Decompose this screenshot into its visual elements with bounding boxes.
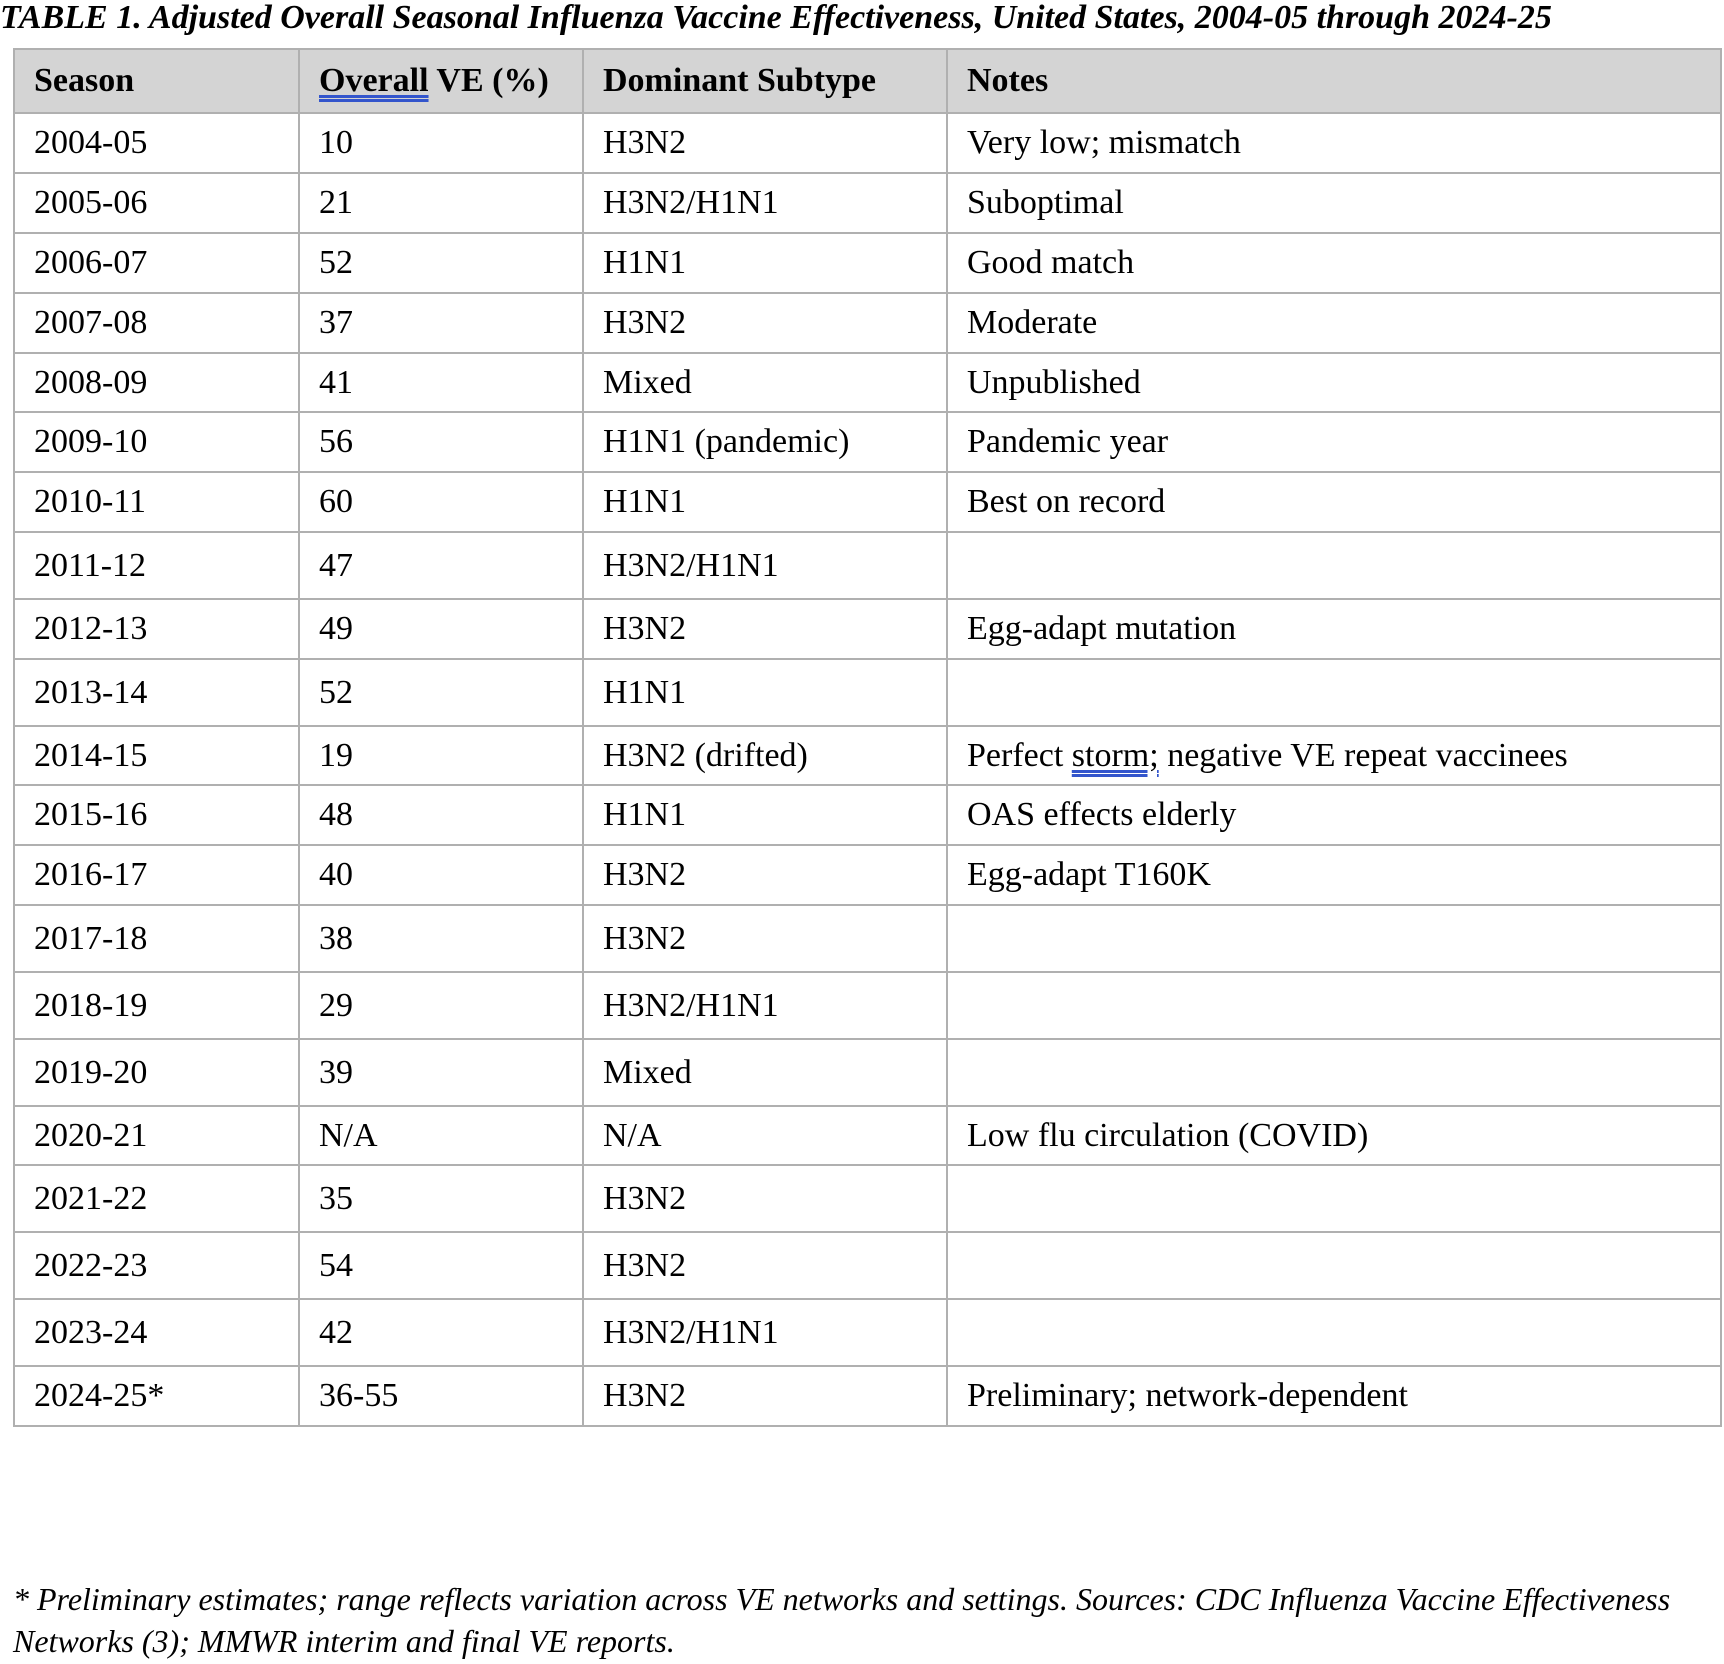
- cell-overall-ve: 42: [299, 1299, 583, 1366]
- cell-dominant-subtype: Mixed: [583, 353, 947, 412]
- cell-overall-ve: 35: [299, 1165, 583, 1232]
- notes-text: negative VE repeat vaccinees: [1158, 736, 1568, 774]
- cell-season: 2006-07: [14, 233, 299, 293]
- cell-dominant-subtype: H1N1: [583, 233, 947, 293]
- cell-season: 2022-23: [14, 1232, 299, 1299]
- table-row: [14, 845, 1721, 905]
- table-row: [14, 785, 1721, 845]
- table-row: [14, 412, 1721, 472]
- cell-overall-ve: 39: [299, 1039, 583, 1106]
- cell-notes: [947, 532, 1721, 599]
- cell-notes: [947, 1299, 1721, 1366]
- cell-overall-ve: 37: [299, 293, 583, 353]
- table-caption: TABLE 1. Adjusted Overall Seasonal Influenza Vaccine Effectiveness, United States, 2004-05 through 2024-25: [0, 0, 1552, 36]
- cell-season: 2019-20: [14, 1039, 299, 1106]
- cell-notes: [947, 1232, 1721, 1299]
- cell-overall-ve: 52: [299, 233, 583, 293]
- header-notes: Notes: [947, 49, 1721, 113]
- cell-dominant-subtype: H3N2: [583, 1232, 947, 1299]
- cell-overall-ve: N/A: [299, 1106, 583, 1165]
- notes-text: Perfect: [967, 736, 1072, 774]
- table-row: [14, 599, 1721, 659]
- cell-season: 2007-08: [14, 293, 299, 353]
- cell-notes: Egg-adapt T160K: [947, 845, 1721, 905]
- table-row: [14, 1366, 1721, 1426]
- cell-overall-ve: 60: [299, 472, 583, 532]
- table-row: [14, 113, 1721, 173]
- cell-season: 2009-10: [14, 412, 299, 472]
- cell-notes: Best on record: [947, 472, 1721, 532]
- table-row: [14, 173, 1721, 233]
- header-dominant-subtype: Dominant Subtype: [583, 49, 947, 113]
- cell-notes: Low flu circulation (COVID): [947, 1106, 1721, 1165]
- cell-season: 2013-14: [14, 659, 299, 726]
- header-overall-ve-rest: VE (%): [428, 62, 549, 99]
- cell-dominant-subtype: H3N2: [583, 1366, 947, 1426]
- header-overall-ve-underlined: Overall: [319, 62, 429, 99]
- table-row: [14, 293, 1721, 353]
- cell-dominant-subtype: H1N1: [583, 472, 947, 532]
- cell-overall-ve: 52: [299, 659, 583, 726]
- header-season: Season: [14, 49, 299, 113]
- cell-notes: [947, 905, 1721, 972]
- cell-overall-ve: 41: [299, 353, 583, 412]
- table-row: [14, 1039, 1721, 1106]
- cell-notes: [947, 972, 1721, 1039]
- cell-overall-ve: 21: [299, 173, 583, 233]
- table-body: [14, 113, 1721, 1426]
- cell-overall-ve: 54: [299, 1232, 583, 1299]
- cell-dominant-subtype: H3N2: [583, 599, 947, 659]
- cell-season: 2024-25*: [14, 1366, 299, 1426]
- cell-dominant-subtype: H3N2/H1N1: [583, 532, 947, 599]
- cell-notes: [947, 1039, 1721, 1106]
- cell-season: 2023-24: [14, 1299, 299, 1366]
- cell-dominant-subtype: H3N2/H1N1: [583, 972, 947, 1039]
- cell-dominant-subtype: H3N2 (drifted): [583, 726, 947, 785]
- table-row: [14, 233, 1721, 293]
- cell-dominant-subtype: H3N2: [583, 845, 947, 905]
- cell-notes: [947, 1165, 1721, 1232]
- cell-dominant-subtype: N/A: [583, 1106, 947, 1165]
- cell-notes: Egg-adapt mutation: [947, 599, 1721, 659]
- cell-notes: Moderate: [947, 293, 1721, 353]
- cell-notes: Unpublished: [947, 353, 1721, 412]
- cell-overall-ve: 40: [299, 845, 583, 905]
- footnote: * Preliminary estimates; range reflects variation across VE networks and settings. Sources: CDC Influenza Vaccine Effectiveness Networks (3); MMWR interim and final VE reports.: [13, 1581, 1671, 1659]
- cell-season: 2004-05: [14, 113, 299, 173]
- cell-dominant-subtype: H3N2: [583, 293, 947, 353]
- table-row: [14, 659, 1721, 726]
- cell-dominant-subtype: Mixed: [583, 1039, 947, 1106]
- table-row: [14, 532, 1721, 599]
- cell-season: 2017-18: [14, 905, 299, 972]
- cell-season: 2020-21: [14, 1106, 299, 1165]
- cell-overall-ve: 29: [299, 972, 583, 1039]
- notes-text-underlined: storm;: [1071, 736, 1159, 774]
- cell-notes: [947, 659, 1721, 726]
- cell-overall-ve: 47: [299, 532, 583, 599]
- cell-overall-ve: 56: [299, 412, 583, 472]
- cell-dominant-subtype: H1N1: [583, 785, 947, 845]
- cell-overall-ve: 48: [299, 785, 583, 845]
- table-row: [14, 353, 1721, 412]
- header-overall-ve: [299, 49, 583, 113]
- cell-notes: Suboptimal: [947, 173, 1721, 233]
- cell-dominant-subtype: H1N1: [583, 659, 947, 726]
- cell-dominant-subtype: H3N2: [583, 1165, 947, 1232]
- cell-dominant-subtype: H3N2/H1N1: [583, 1299, 947, 1366]
- cell-notes: OAS effects elderly: [947, 785, 1721, 845]
- cell-season: 2012-13: [14, 599, 299, 659]
- table-row: [14, 905, 1721, 972]
- cell-season: 2011-12: [14, 532, 299, 599]
- cell-overall-ve: 10: [299, 113, 583, 173]
- table-header-row: [14, 49, 1721, 113]
- cell-season: 2015-16: [14, 785, 299, 845]
- cell-season: 2021-22: [14, 1165, 299, 1232]
- cell-dominant-subtype: H3N2: [583, 113, 947, 173]
- cell-notes: Preliminary; network-dependent: [947, 1366, 1721, 1426]
- cell-overall-ve: 38: [299, 905, 583, 972]
- table-row: [14, 472, 1721, 532]
- cell-season: 2018-19: [14, 972, 299, 1039]
- ve-table: [13, 48, 1722, 1427]
- cell-season: 2016-17: [14, 845, 299, 905]
- cell-dominant-subtype: H3N2: [583, 905, 947, 972]
- cell-notes: [947, 726, 1721, 785]
- table-row: [14, 1232, 1721, 1299]
- cell-dominant-subtype: H3N2/H1N1: [583, 173, 947, 233]
- table-row: [14, 972, 1721, 1039]
- cell-season: 2005-06: [14, 173, 299, 233]
- cell-season: 2014-15: [14, 726, 299, 785]
- table-row: [14, 1106, 1721, 1165]
- cell-notes: Good match: [947, 233, 1721, 293]
- cell-notes: Pandemic year: [947, 412, 1721, 472]
- cell-overall-ve: 36-55: [299, 1366, 583, 1426]
- cell-overall-ve: 49: [299, 599, 583, 659]
- ve-table-container: [13, 48, 1720, 1427]
- cell-season: 2010-11: [14, 472, 299, 532]
- table-row: [14, 1165, 1721, 1232]
- cell-notes: Very low; mismatch: [947, 113, 1721, 173]
- table-row: [14, 726, 1721, 785]
- cell-season: 2008-09: [14, 353, 299, 412]
- cell-overall-ve: 19: [299, 726, 583, 785]
- cell-dominant-subtype: H1N1 (pandemic): [583, 412, 947, 472]
- table-row: [14, 1299, 1721, 1366]
